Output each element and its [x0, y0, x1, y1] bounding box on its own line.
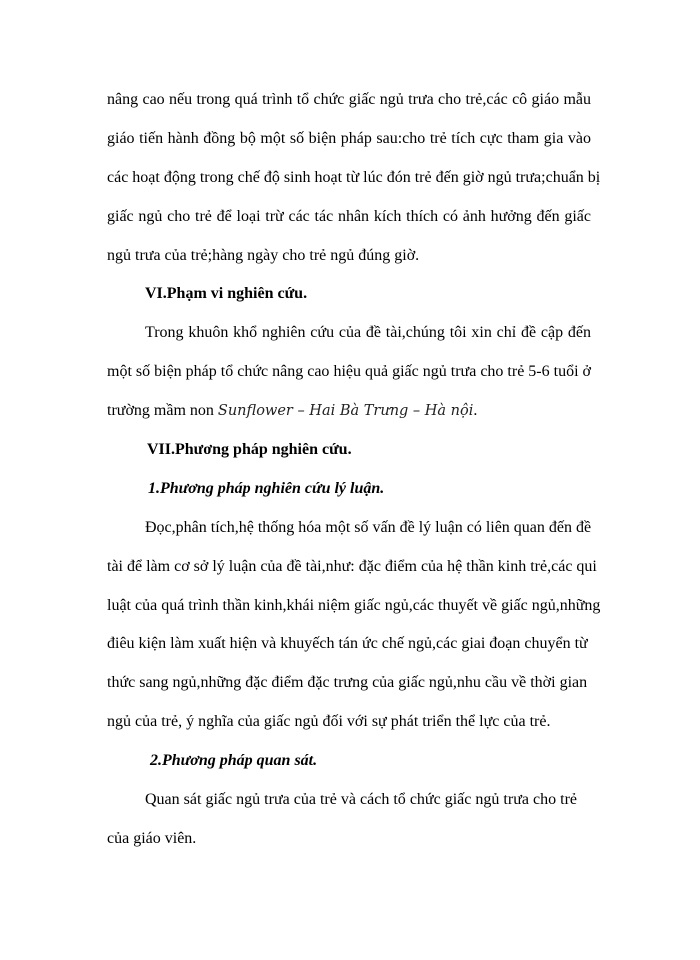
- text-line: tài để làm cơ sở lý luận của đề tài,như: đặc điểm của hệ thần kinh trẻ,các qui: [107, 557, 597, 575]
- text-line: [107, 399, 591, 438]
- text-line: thức sang ngủ,những đặc điểm đặc trưng của giấc ngủ,nhu cầu về thời gian: [107, 674, 588, 692]
- text-line: điêu kiện làm xuất hiện và khuyếch tán ức chế ngủ,các giai đoạn chuyển từ: [107, 635, 588, 653]
- text-line: ngủ của trẻ, ý nghĩa của giấc ngủ đối với sự phát triển thể lực của trẻ.: [107, 713, 551, 731]
- school-name: Sunflower – Hai Bà Trưng – Hà nội: [217, 403, 474, 420]
- text-line: giáo tiến hành đồng bộ một số biện pháp sau:cho trẻ tích cực tham gia vào: [107, 129, 591, 147]
- section-heading: VII.Phương pháp nghiên cứu.: [147, 441, 352, 459]
- text-line: của giáo viên.: [107, 829, 197, 847]
- text-line: luật của quá trình thần kinh,khái niệm giấc ngủ,các thuyết về giấc ngủ,những: [107, 596, 601, 614]
- document-page: [107, 88, 601, 866]
- text-line: Trong khuôn khổ nghiên cứu của đề tài,chúng tôi xin chỉ đề cập đến: [145, 324, 591, 342]
- text-line: nâng cao nếu trong quá trình tổ chức giấc ngủ trưa cho trẻ,các cô giáo mẫu: [107, 91, 591, 108]
- text-span: .: [473, 402, 478, 420]
- subsection-heading: 1.Phương pháp nghiên cứu lý luận.: [148, 479, 385, 497]
- text-line: các hoạt động trong chế độ sinh hoạt từ lúc đón trẻ đến giờ ngủ trưa;chuẩn bị: [107, 168, 601, 186]
- section-heading: VI.Phạm vi nghiên cứu.: [145, 285, 308, 303]
- text-span: trường mầm non: [107, 402, 218, 420]
- subsection-heading: 2.Phương pháp quan sát.: [150, 752, 318, 770]
- text-line: ngủ trưa của trẻ;hàng ngày cho trẻ ngủ đúng giờ.: [107, 246, 420, 264]
- text-line: một số biện pháp tổ chức nâng cao hiệu quả giấc ngủ trưa cho trẻ 5-6 tuổi ở: [107, 363, 591, 381]
- text-line: Đọc,phân tích,hệ thống hóa một số vấn đề lý luận có liên quan đến đề: [145, 518, 592, 536]
- text-line: giấc ngủ cho trẻ để loại trừ các tác nhân kích thích có ảnh hưởng đến giấc: [107, 207, 591, 225]
- text-line: Quan sát giấc ngủ trưa của trẻ và cách tổ chức giấc ngủ trưa cho trẻ: [145, 791, 577, 809]
